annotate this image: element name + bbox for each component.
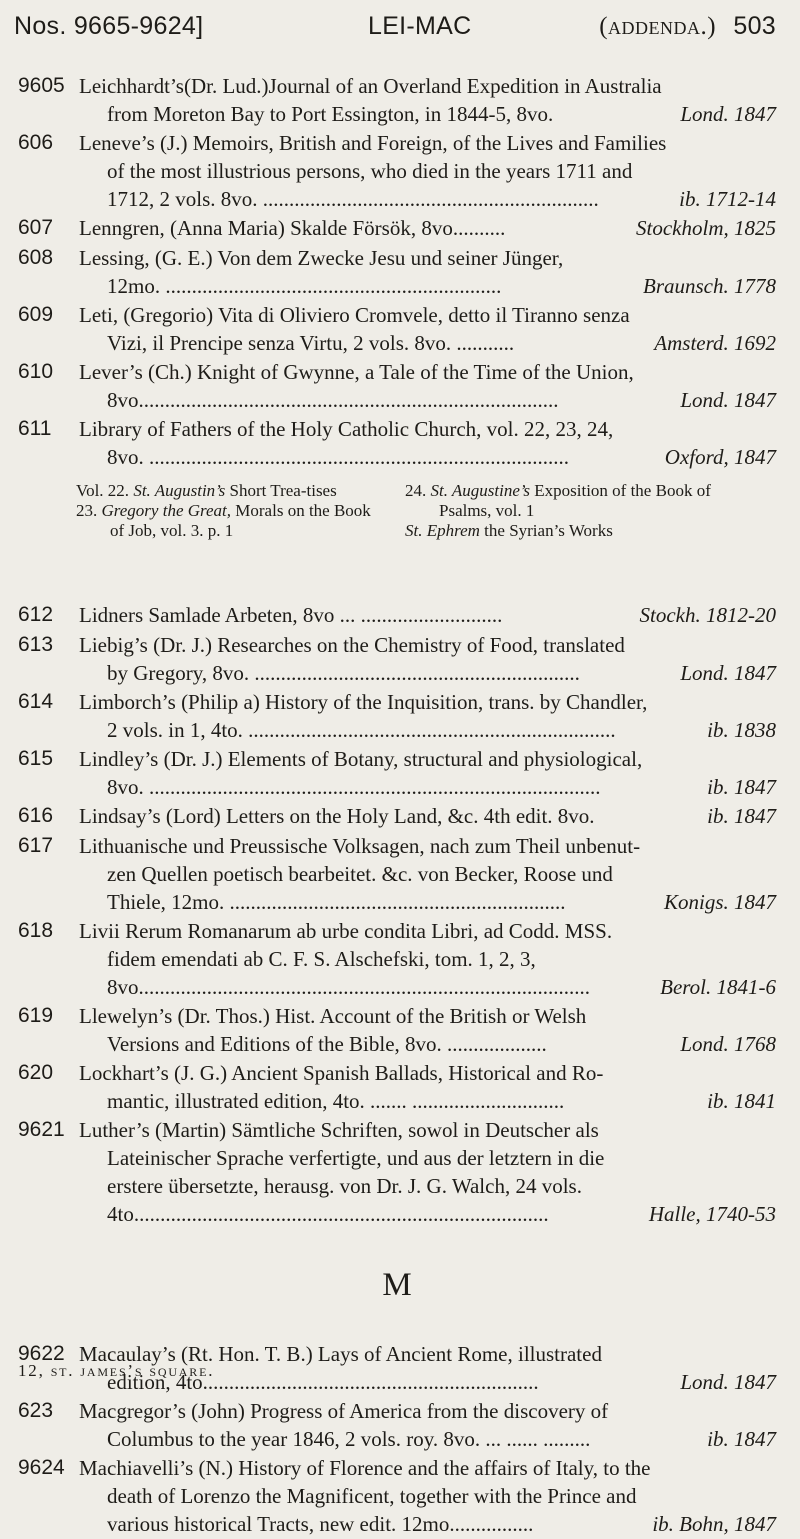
entry-imprint: ib. 1838 xyxy=(707,718,776,742)
entry-line xyxy=(79,214,776,242)
footer-address: 12, st. james’s square. xyxy=(18,1361,215,1380)
entry-text: Lithuanische und Preussische Volksagen, nach zum Theil unbenut- xyxy=(79,834,641,858)
entry-text: Thiele, 12mo. ................................................................ xyxy=(107,890,566,914)
entry-number: 9624 xyxy=(18,1456,65,1479)
entry-body xyxy=(79,601,776,629)
entry-body xyxy=(79,917,776,1001)
entry-number: 610 xyxy=(18,360,54,383)
entry-line xyxy=(79,945,776,973)
entry-line xyxy=(79,1030,776,1058)
section-letter-m: M xyxy=(382,1267,412,1303)
entry-text: Llewelyn’s (Dr. Thos.) Hist. Account of the British or Welsh xyxy=(79,1004,587,1028)
entry-body xyxy=(79,802,776,830)
entry-line xyxy=(79,1200,776,1228)
entry-body xyxy=(79,1116,776,1228)
entry-line xyxy=(79,415,776,443)
entry-imprint: ib. 1712-14 xyxy=(679,187,776,211)
entry-number: 611 xyxy=(18,417,52,440)
entry-number: 617 xyxy=(18,834,54,857)
entry-line xyxy=(79,157,776,185)
entry-body xyxy=(79,688,776,744)
entry-line xyxy=(79,888,776,916)
entry-line xyxy=(79,601,776,629)
catalogue-entry xyxy=(18,917,776,1001)
entry-line xyxy=(79,1425,776,1453)
entry-number: 9621 xyxy=(18,1118,65,1141)
contents-vol-prefix: Vol. 22. xyxy=(76,481,134,500)
entry-body xyxy=(79,1397,776,1453)
entry-text: 1712, 2 vols. 8vo. ................................................................ xyxy=(107,187,599,211)
header-left: Nos. 9665-9624] xyxy=(14,12,204,40)
contents-box xyxy=(76,481,734,587)
entry-text: Livii Rerum Romanarum ab urbe condita Libri, ad Codd. MSS. xyxy=(79,919,613,943)
entry-text: Lever’s (Ch.) Knight of Gwynne, a Tale of the Time of the Union, xyxy=(79,360,634,384)
catalogue-entry xyxy=(18,832,776,916)
entry-text: 8vo...................................................................................... xyxy=(107,975,590,999)
catalogue-entry xyxy=(18,1116,776,1228)
entry-line xyxy=(79,773,776,801)
entry-number: 9622 xyxy=(18,1342,65,1365)
entry-line xyxy=(79,358,776,386)
entry-body xyxy=(79,214,776,242)
entry-number: 614 xyxy=(18,690,54,713)
entry-imprint: ib. 1847 xyxy=(707,1427,776,1451)
entry-imprint: Halle, 1740-53 xyxy=(648,1202,776,1226)
entry-text: Macgregor’s (John) Progress of America from the discovery of xyxy=(79,1399,609,1423)
entry-imprint: Oxford, 1847 xyxy=(664,445,776,469)
entry-text: edition, 4to................................................................ xyxy=(107,1370,539,1394)
entry-text: Limborch’s (Philip a) History of the Inquisition, trans. by Chandler, xyxy=(79,690,648,714)
contents-left xyxy=(76,481,386,541)
entry-body xyxy=(79,244,776,300)
entry-text: by Gregory, 8vo. .............................................................. xyxy=(107,661,580,685)
entry-line xyxy=(79,272,776,300)
entry-text: 4to............................................................................... xyxy=(107,1202,549,1226)
entry-text: Versions and Editions of the Bible, 8vo. ................... xyxy=(107,1032,547,1056)
entry-text: Machiavelli’s (N.) History of Florence and the affairs of Italy, to the xyxy=(79,1456,651,1480)
entry-line xyxy=(79,802,776,830)
entry-text: Lockhart’s (J. G.) Ancient Spanish Ballads, Historical and Ro- xyxy=(79,1061,604,1085)
entry-number: 619 xyxy=(18,1004,54,1027)
contents-item xyxy=(405,521,735,541)
entry-imprint: Amsterd. 1692 xyxy=(654,331,776,355)
contents-title: St. Augustin’s xyxy=(133,481,226,500)
entry-line xyxy=(79,1002,776,1030)
entries-list xyxy=(18,72,776,1539)
entry-text: Luther’s (Martin) Sämtliche Schriften, sowol in Deutscher als xyxy=(79,1118,599,1142)
catalogue-entry xyxy=(18,802,776,831)
entry-text: Lidners Samlade Arbeten, 8vo ... ........................... xyxy=(79,603,503,627)
entry-imprint: ib. 1847 xyxy=(707,804,776,828)
entry-text: Lateinischer Sprache verfertigte, und aus der letztern in die xyxy=(107,1146,605,1170)
entry-imprint: Berol. 1841-6 xyxy=(660,975,776,999)
entry-body xyxy=(79,358,776,414)
entry-line xyxy=(79,917,776,945)
entry-number: 615 xyxy=(18,747,54,770)
entry-line xyxy=(79,973,776,1001)
entry-text: Lessing, (G. E.) Von dem Zwecke Jesu und seiner Jünger, xyxy=(79,246,564,270)
entry-line xyxy=(79,1059,776,1087)
entry-text: mantic, illustrated edition, 4to. ....... ............................. xyxy=(107,1089,565,1113)
entry-body xyxy=(79,1059,776,1115)
entry-number: 618 xyxy=(18,919,54,942)
catalogue-entry xyxy=(18,72,776,128)
entry-imprint: ib. Bohn, 1847 xyxy=(652,1512,776,1536)
entry-text: Vizi, il Prencipe senza Virtu, 2 vols. 8vo. ........... xyxy=(107,331,515,355)
entry-text: Lindley’s (Dr. J.) Elements of Botany, structural and physiological, xyxy=(79,747,643,771)
catalogue-entry xyxy=(18,1002,776,1058)
catalogue-entry xyxy=(18,745,776,801)
entry-line xyxy=(79,329,776,357)
addenda-label: (addenda.) xyxy=(599,13,717,40)
entry-line xyxy=(79,100,776,128)
contents-vol-prefix: 23. xyxy=(76,501,102,520)
contents-title: St. Ephrem xyxy=(405,521,480,540)
header-right xyxy=(599,12,776,41)
catalogue-entry xyxy=(18,1454,776,1538)
entry-number: 616 xyxy=(18,804,54,827)
entry-line xyxy=(79,301,776,329)
entry-imprint: Stockh. 1812-20 xyxy=(639,603,776,627)
catalogue-entry xyxy=(18,244,776,300)
entries-group-b xyxy=(18,601,776,1228)
entry-number: 9605 xyxy=(18,74,65,97)
entry-line xyxy=(79,860,776,888)
contents-item xyxy=(405,481,735,521)
catalogue-entry xyxy=(18,631,776,687)
entry-line xyxy=(79,1510,776,1538)
entry-line xyxy=(79,1144,776,1172)
entry-number: 613 xyxy=(18,633,54,656)
entry-body xyxy=(79,129,776,213)
entry-number: 606 xyxy=(18,131,54,154)
entry-text: erstere übersetzte, herausg. von Dr. J. G. Walch, 24 vols. xyxy=(107,1174,582,1198)
entry-text: Liebig’s (Dr. J.) Researches on the Chemistry of Food, translated xyxy=(79,633,625,657)
entry-line xyxy=(79,129,776,157)
catalogue-entry xyxy=(18,301,776,357)
entry-number: 612 xyxy=(18,603,54,626)
entry-text: Columbus to the year 1846, 2 vols. roy. 8vo. ... ...... ......... xyxy=(107,1427,591,1451)
entry-line xyxy=(79,443,776,471)
contents-rest: Short Trea-tises xyxy=(225,481,337,500)
contents-title: St. Augustine’s xyxy=(430,481,530,500)
entries-group-a xyxy=(18,72,776,471)
entry-body xyxy=(79,1002,776,1058)
entry-line xyxy=(79,72,776,100)
entry-imprint: ib. 1841 xyxy=(707,1089,776,1113)
entry-body xyxy=(79,72,776,128)
entry-number: 609 xyxy=(18,303,54,326)
entry-line xyxy=(79,1454,776,1482)
header-center: LEI-MAC xyxy=(368,12,472,40)
running-head xyxy=(14,12,776,52)
entry-imprint: Lond. 1847 xyxy=(680,388,776,412)
catalogue-entry xyxy=(18,214,776,243)
entry-number: 620 xyxy=(18,1061,54,1084)
entry-text: zen Quellen poetisch bearbeitet. &c. von Becker, Roose und xyxy=(107,862,613,886)
entry-imprint: Konigs. 1847 xyxy=(663,890,776,914)
catalogue-entry xyxy=(18,601,776,630)
contents-item xyxy=(76,481,386,501)
entry-line xyxy=(79,745,776,773)
contents-right xyxy=(405,481,735,541)
entry-number: 608 xyxy=(18,246,54,269)
entry-line xyxy=(79,716,776,744)
entry-text: fidem emendati ab C. F. S. Alschefski, tom. 1, 2, 3, xyxy=(107,947,536,971)
entry-line xyxy=(79,1482,776,1510)
entry-number: 607 xyxy=(18,216,54,239)
entry-line xyxy=(79,185,776,213)
contents-item xyxy=(76,501,386,541)
entry-text: 2 vols. in 1, 4to. ...................................................................... xyxy=(107,718,616,742)
catalogue-entry xyxy=(18,358,776,414)
entry-text: 8vo. ...................................................................................... xyxy=(107,775,601,799)
entry-text: of the most illustrious persons, who died in the years 1711 and xyxy=(107,159,633,183)
entry-text: Leichhardt’s(Dr. Lud.)Journal of an Overland Expedition in Australia xyxy=(79,74,662,98)
catalogue-entry xyxy=(18,415,776,471)
catalogue-entry xyxy=(18,1059,776,1115)
catalogue-entry xyxy=(18,1397,776,1453)
contents-title: Gregory the Great, xyxy=(101,501,232,520)
entry-text: Lindsay’s (Lord) Letters on the Holy Land, &c. 4th edit. 8vo. xyxy=(79,804,595,828)
entry-text: various historical Tracts, new edit. 12mo................ xyxy=(107,1512,534,1536)
entry-line xyxy=(79,1087,776,1115)
contents-rest: the Syrian’s Works xyxy=(479,521,613,540)
entry-imprint: Stockholm, 1825 xyxy=(636,216,776,240)
entry-text: 8vo. ................................................................................ xyxy=(107,445,569,469)
entry-imprint: Lond. 1847 xyxy=(680,1370,776,1394)
entry-imprint: ib. 1847 xyxy=(707,775,776,799)
entry-body xyxy=(79,415,776,471)
entry-line xyxy=(79,386,776,414)
entry-body xyxy=(79,832,776,916)
entry-line xyxy=(79,631,776,659)
contents-rest: Exposition of the Book of Psalms, vol. 1 xyxy=(439,481,711,520)
entry-line xyxy=(79,244,776,272)
contents-vol-prefix: 24. xyxy=(405,481,431,500)
entry-body xyxy=(79,1454,776,1538)
entry-body xyxy=(79,301,776,357)
entry-line xyxy=(79,832,776,860)
entry-text: death of Lorenzo the Magnificent, together with the Prince and xyxy=(107,1484,637,1508)
entry-body xyxy=(79,745,776,801)
entry-line xyxy=(79,1172,776,1200)
contents-rest: Morals on the Book of Job, vol. 3. p. 1 xyxy=(110,501,371,540)
entry-line xyxy=(79,659,776,687)
entry-text: Macaulay’s (Rt. Hon. T. B.) Lays of Ancient Rome, illustrated xyxy=(79,1342,602,1366)
entry-imprint: Braunsch. 1778 xyxy=(643,274,776,298)
catalogue-entry xyxy=(18,688,776,744)
entry-text: Lenngren, (Anna Maria) Skalde Försök, 8vo.......... xyxy=(79,216,506,240)
entry-line xyxy=(79,1397,776,1425)
entry-text: Leti, (Gregorio) Vita di Oliviero Cromvele, detto il Tiranno senza xyxy=(79,303,630,327)
entry-text: from Moreton Bay to Port Essington, in 1844-5, 8vo. xyxy=(107,102,554,126)
entry-imprint: Lond. 1847 xyxy=(680,102,776,126)
entry-text: 8vo................................................................................ xyxy=(107,388,559,412)
entry-text: 12mo. ................................................................ xyxy=(107,274,502,298)
entry-line xyxy=(79,688,776,716)
entry-line xyxy=(79,1116,776,1144)
entry-text: Leneve’s (J.) Memoirs, British and Foreign, of the Lives and Families xyxy=(79,131,667,155)
entry-body xyxy=(79,631,776,687)
page-number: 503 xyxy=(733,12,776,40)
entry-number: 623 xyxy=(18,1399,54,1422)
entry-imprint: Lond. 1847 xyxy=(680,661,776,685)
entry-imprint: Lond. 1768 xyxy=(680,1032,776,1056)
entry-text: Library of Fathers of the Holy Catholic Church, vol. 22, 23, 24, xyxy=(79,417,614,441)
catalogue-entry xyxy=(18,129,776,213)
